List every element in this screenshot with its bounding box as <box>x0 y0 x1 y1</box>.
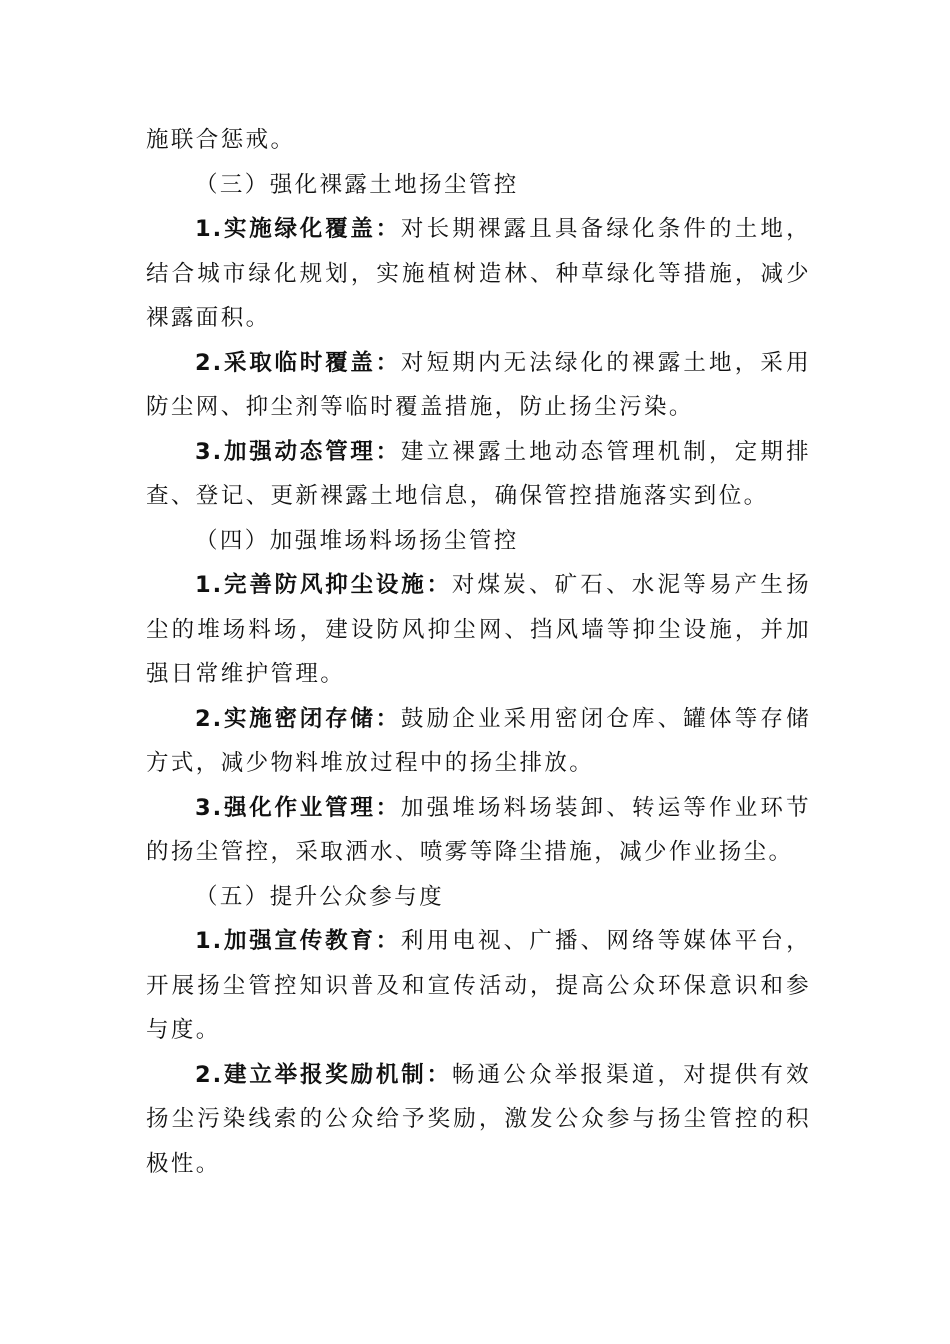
section-heading: （四）加强堆场料场扬尘管控 <box>195 527 519 554</box>
paragraph <box>146 563 811 697</box>
paragraph-text: 对长期裸露且具备绿化条件的土地，结合城市绿化规划，实施植树造林、种草绿化等措施，减少裸露面积。 <box>146 216 811 331</box>
paragraph-text: 建立裸露土地动态管理机制，定期排查、登记、更新裸露土地信息，确保管控措施落实到位。 <box>146 438 811 509</box>
paragraph-text: 利用电视、广播、网络等媒体平台，开展扬尘管控知识普及和宣传活动，提高公众环保意识和参与度。 <box>146 928 811 1043</box>
paragraph-lead: 2.建立举报奖励机制： <box>195 1061 452 1088</box>
paragraph <box>146 341 811 430</box>
paragraph <box>146 1053 811 1187</box>
paragraph-lead: 2.采取临时覆盖： <box>195 349 401 376</box>
paragraph <box>146 697 811 786</box>
paragraph-lead: 3.强化作业管理： <box>195 794 401 821</box>
paragraph-lead: 1.实施绿化覆盖： <box>195 216 401 242</box>
paragraph-lead: 3.加强动态管理： <box>195 438 401 465</box>
paragraph-lead: 1.加强宣传教育： <box>195 928 401 954</box>
paragraph-lead: 2.实施密闭存储： <box>195 705 401 732</box>
section-heading: （三）强化裸露土地扬尘管控 <box>195 171 519 198</box>
document-body <box>146 118 811 1186</box>
paragraph-text: 加强堆场料场装卸、转运等作业环节的扬尘管控，采取洒水、喷雾等降尘措施，减少作业扬尘。 <box>146 794 811 865</box>
paragraph-text: 对短期内无法绿化的裸露土地，采用防尘网、抑尘剂等临时覆盖措施，防止扬尘污染。 <box>146 349 811 420</box>
paragraph <box>146 919 811 1053</box>
paragraph-lead: 1.完善防风抑尘设施： <box>195 572 452 598</box>
paragraph <box>146 207 811 341</box>
paragraph-text: 畅通公众举报渠道，对提供有效扬尘污染线索的公众给予奖励，激发公众参与扬尘管控的积极性。 <box>146 1061 811 1177</box>
paragraph <box>146 786 811 875</box>
paragraph <box>146 430 811 519</box>
section-heading: （五）提升公众参与度 <box>195 883 445 910</box>
paragraph-text: 鼓励企业采用密闭仓库、罐体等存储方式，减少物料堆放过程中的扬尘排放。 <box>146 705 811 776</box>
paragraph-text: 对煤炭、矿石、水泥等易产生扬尘的堆场料场，建设防风抑尘网、挡风墙等抑尘设施，并加强日常维护管理。 <box>146 572 811 687</box>
continuation-paragraph: 施联合惩戒。 <box>146 127 296 153</box>
